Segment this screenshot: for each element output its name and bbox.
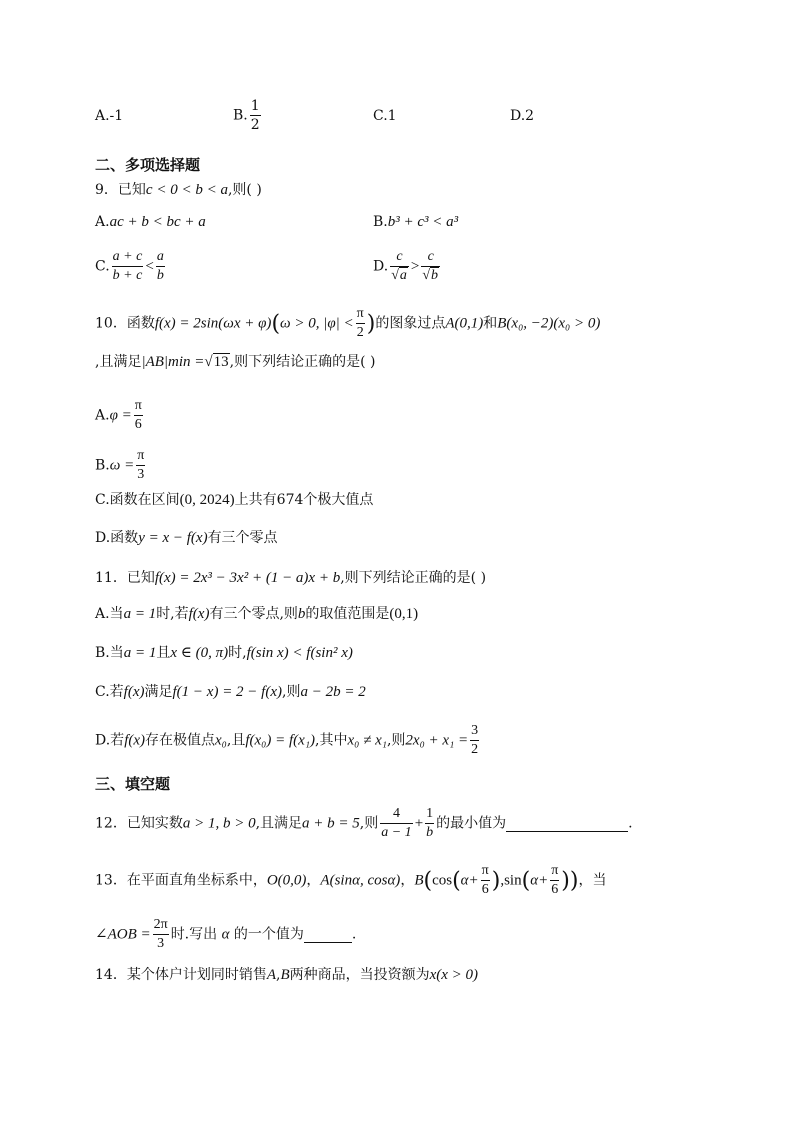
q12-fraction-2 <box>425 805 434 842</box>
operator: > <box>410 258 420 275</box>
q10-ab-min: |AB|min = <box>141 354 205 370</box>
fraction-numerator: c <box>390 248 409 267</box>
q11-option-a <box>95 604 418 624</box>
q12-answer-blank[interactable] <box>506 815 628 832</box>
q13-sin: ,sin <box>500 872 522 889</box>
fraction-numerator: 1 <box>250 98 260 114</box>
fraction-numerator: 2π <box>153 916 169 935</box>
fraction-numerator: 1 <box>425 805 434 824</box>
q11-c-expr: f(1 − x) = 2 − f(x) <box>172 684 282 700</box>
q11-d-expr: f(x₀) = f(x₁) <box>245 732 316 749</box>
q11-a-b: b <box>297 606 306 622</box>
q13-post: ，当 <box>578 872 607 889</box>
q10-option-b-fraction <box>136 447 145 484</box>
q9-option-b-expr: b³ + c³ < a³ <box>387 214 459 230</box>
q11-option-b <box>95 643 353 663</box>
q10-option-d-tail: 有三个零点 <box>207 530 278 546</box>
fraction-numerator: 3 <box>470 722 479 741</box>
q10-point-b: B(x₀, −2)(x₀ > 0) <box>497 315 601 332</box>
fraction-denominator: 6 <box>134 417 142 432</box>
q11-c-result: a − 2b = 2 <box>300 684 366 700</box>
q11-a-mid2: 有三个零点,则 <box>209 606 298 622</box>
q9-stem-text: 9．已知 <box>95 182 146 198</box>
q12-mid: ,且满足 <box>255 815 303 832</box>
q13-angle: ∠AOB = <box>95 926 151 943</box>
q8-option-b <box>233 97 263 134</box>
sqrt-radicand: b <box>431 268 439 283</box>
fraction-denominator: 6 <box>551 882 559 897</box>
q13-answer-blank[interactable] <box>304 926 352 943</box>
q11-option-c <box>95 682 366 702</box>
q10-option-c <box>95 490 373 510</box>
q13-post3: 的一个值为 <box>233 926 304 943</box>
q8-option-b-fraction <box>250 97 261 134</box>
fraction-numerator: π <box>550 862 559 881</box>
q8-option-d: D.2 <box>510 108 535 124</box>
q11-a-text: A.当 <box>95 606 124 622</box>
paren-close: ) <box>366 311 376 337</box>
q11-b-cond: a = 1 <box>123 645 157 661</box>
q11-d-x0: x₀ <box>215 732 227 749</box>
q13-stem: 13．在平面直角坐标系中，O(0,0)，A(sinα, cosα)，B(cos(α+ $\frac{\pi}{6}$ ),sin(α+ $\frac{\pi}{6}$ ))，当 <box>95 863 607 897</box>
q11-b-cond2: x ∈ (0, π) <box>170 645 229 661</box>
fraction-denominator: a − 1 <box>381 825 412 840</box>
fraction-numerator: π <box>481 862 490 881</box>
q11-stem-tail: ,则下列结论正确的是( ) <box>340 570 487 586</box>
q13-alpha: α <box>221 926 230 943</box>
q11-d-cond: x₀ ≠ x₁ <box>347 732 387 749</box>
operator: < <box>145 258 154 275</box>
q13-sep: ， <box>306 872 321 889</box>
option-label: B. <box>95 457 110 474</box>
q11-c-mid: 满足 <box>144 684 173 700</box>
section-heading-fill-in: 三、填空题 <box>95 775 171 793</box>
q13-sep: ， <box>400 872 415 889</box>
q11-d-text: D.若 <box>95 732 125 749</box>
fraction-denominator: 3 <box>157 936 165 951</box>
q9-stem-tail: ,则( ) <box>227 182 262 198</box>
q11-d-mid3: ,其中 <box>315 732 348 749</box>
option-label: C. <box>95 258 110 275</box>
q10-option-d-text: D.函数 <box>95 530 139 546</box>
fraction-denominator: b + c <box>112 268 143 283</box>
q13-stem-line2 <box>95 916 356 953</box>
q9-option-b <box>373 212 458 232</box>
fraction-numerator: π <box>356 305 365 324</box>
q11-option-d <box>95 722 481 759</box>
q9-stem <box>95 180 262 200</box>
fraction-numerator: 4 <box>380 805 412 824</box>
option-label: A. <box>95 214 110 230</box>
section-heading-multiple-choice: 二、多项选择题 <box>95 156 201 174</box>
fraction-denominator: 6 <box>481 882 489 897</box>
q9-option-c-fraction-2 <box>156 248 165 285</box>
q10-stem-line2: ,且满足|AB|min =√13,则下列结论正确的是( ) <box>95 354 376 370</box>
q11-stem-text: 11．已知 <box>95 570 155 586</box>
q14-x: x(x > 0) <box>429 967 479 983</box>
q12-cond2: a + b = 5 <box>302 815 360 832</box>
q11-c-mid2: ,则 <box>282 684 301 700</box>
fraction-denominator: 2 <box>356 325 364 340</box>
fraction-numerator: π <box>134 397 143 416</box>
q12-text: 12．已知实数 <box>95 815 183 832</box>
q11-stem <box>95 568 486 588</box>
q9-option-a <box>95 212 206 232</box>
q10-stem-mid: 的图象过点 <box>375 315 446 332</box>
q10-option-a-expr: φ = <box>109 407 132 424</box>
q11-a-range: (0,1) <box>389 606 419 622</box>
q14-stem <box>95 965 478 985</box>
option-label: A. <box>95 407 110 424</box>
q10-point-a: A(0,1) <box>445 315 484 332</box>
q11-b-text: B.当 <box>95 645 124 661</box>
q14-product-a: A <box>266 967 276 983</box>
q13-angle-fraction <box>153 916 169 953</box>
q14-mid: 两种商品，当投资额为 <box>289 967 430 983</box>
q10-line2-text: ,且满足 <box>95 354 142 370</box>
q8-option-b-label: B. <box>233 107 248 124</box>
fraction-numerator: c <box>421 248 440 267</box>
sqrt-radicand: 13 <box>213 354 229 370</box>
fraction-denominator: 3 <box>137 467 145 482</box>
sqrt-radicand: a <box>399 268 407 283</box>
q9-option-c <box>95 248 167 285</box>
q13-text: 13．在平面直角坐标系中， <box>95 872 267 889</box>
q11-function: f(x) = 2x³ − 3x² + (1 − a)x + b <box>154 570 341 586</box>
q10-option-c-tail: 上共有674个极大值点 <box>234 492 374 508</box>
q12-post: 的最小值为 <box>436 815 507 832</box>
q10-option-a <box>95 397 145 434</box>
q11-d-result: 2x₀ + x₁ = <box>405 732 469 749</box>
q11-d-fraction <box>470 722 479 759</box>
q11-d-fx: f(x) <box>124 732 146 749</box>
q11-c-fx: f(x) <box>123 684 145 700</box>
q10-line2-tail: ,则下列结论正确的是( ) <box>229 354 376 370</box>
q10-interval: (0, 2024) <box>179 492 235 508</box>
q8-option-a: A.-1 <box>95 108 124 124</box>
q10-option-c-text: C.函数在区间 <box>95 492 180 508</box>
q11-d-mid: 存在极值点 <box>145 732 216 749</box>
q14-comma: , <box>276 967 281 983</box>
q11-d-mid4: ,则 <box>386 732 406 749</box>
q14-text: 14．某个体户计划同时销售 <box>95 967 267 983</box>
q10-stem <box>95 305 600 342</box>
fraction-denominator: 2 <box>250 117 260 133</box>
q9-condition: c < 0 < b < a <box>145 182 228 198</box>
q11-a-cond: a = 1 <box>123 606 157 622</box>
q13-pi-over-6-b <box>550 862 559 899</box>
q11-a-fx: f(x) <box>188 606 210 622</box>
option-label: B. <box>373 214 388 230</box>
q11-b-mid2: 时, <box>228 645 247 661</box>
q9-option-a-expr: ac + b < bc + a <box>109 214 206 230</box>
q11-d-mid2: ,且 <box>226 732 246 749</box>
q10-condition: ω > 0, |φ| < <box>280 315 354 332</box>
q8-option-c: C.1 <box>373 108 397 124</box>
q10-option-a-fraction <box>134 397 143 434</box>
fraction-denominator: 2 <box>471 742 479 757</box>
q9-option-d <box>373 248 442 285</box>
q10-function: f(x) = 2sin(ωx + φ) <box>154 315 272 332</box>
q9-option-d-fraction-2: $\frac{c}{√b}$ <box>422 249 439 283</box>
q13-point-a: A(sinα, cosα) <box>320 872 401 889</box>
q9-option-d-fraction-1: $\frac{c}{√a}$ <box>391 249 407 283</box>
fraction-numerator: a + c <box>112 248 144 267</box>
q13-alpha-plus: α+ <box>530 872 549 889</box>
fraction-denominator: b <box>156 268 164 283</box>
q11-b-mid: 且 <box>156 645 171 661</box>
paren-open: ( <box>271 311 281 337</box>
fraction-numerator: π <box>136 447 145 466</box>
q12-stem <box>95 805 633 842</box>
q11-c-text: C.若 <box>95 684 124 700</box>
q11-a-mid: 时,若 <box>156 606 189 622</box>
operator: + <box>414 815 424 832</box>
q10-option-d <box>95 528 278 548</box>
q14-product-b: B <box>280 967 290 983</box>
q10-option-b-expr: ω = <box>109 457 135 474</box>
q10-option-d-expr: y = x − f(x) <box>138 530 208 546</box>
option-label: D. <box>373 258 389 275</box>
q10-and: 和 <box>483 315 498 332</box>
q12-fraction-1 <box>380 805 412 842</box>
fraction-denominator: b <box>426 825 434 840</box>
q12-end: . <box>628 815 633 832</box>
fraction-numerator: a <box>156 248 165 267</box>
q11-a-mid3: 的取值范围是 <box>305 606 390 622</box>
q10-pi-over-2 <box>356 305 365 342</box>
q13-cos: cos <box>432 872 453 889</box>
q10-option-b <box>95 447 147 484</box>
q13-post2: 时.写出 <box>170 926 218 943</box>
q11-b-expr: f(sin x) < f(sin² x) <box>246 645 353 661</box>
q10-stem-text: 10．函数 <box>95 315 155 332</box>
q12-cond: a > 1, b > 0 <box>182 815 256 832</box>
q9-option-c-fraction-1 <box>112 248 144 285</box>
q13-alpha-plus: α+ <box>460 872 479 889</box>
q13-end: . <box>351 926 357 943</box>
q13-pi-over-6-a <box>481 862 490 899</box>
q13-point-o: O(0,0) <box>266 872 307 889</box>
q13-point-b-label: B <box>414 872 424 889</box>
q12-mid2: ,则 <box>359 815 379 832</box>
